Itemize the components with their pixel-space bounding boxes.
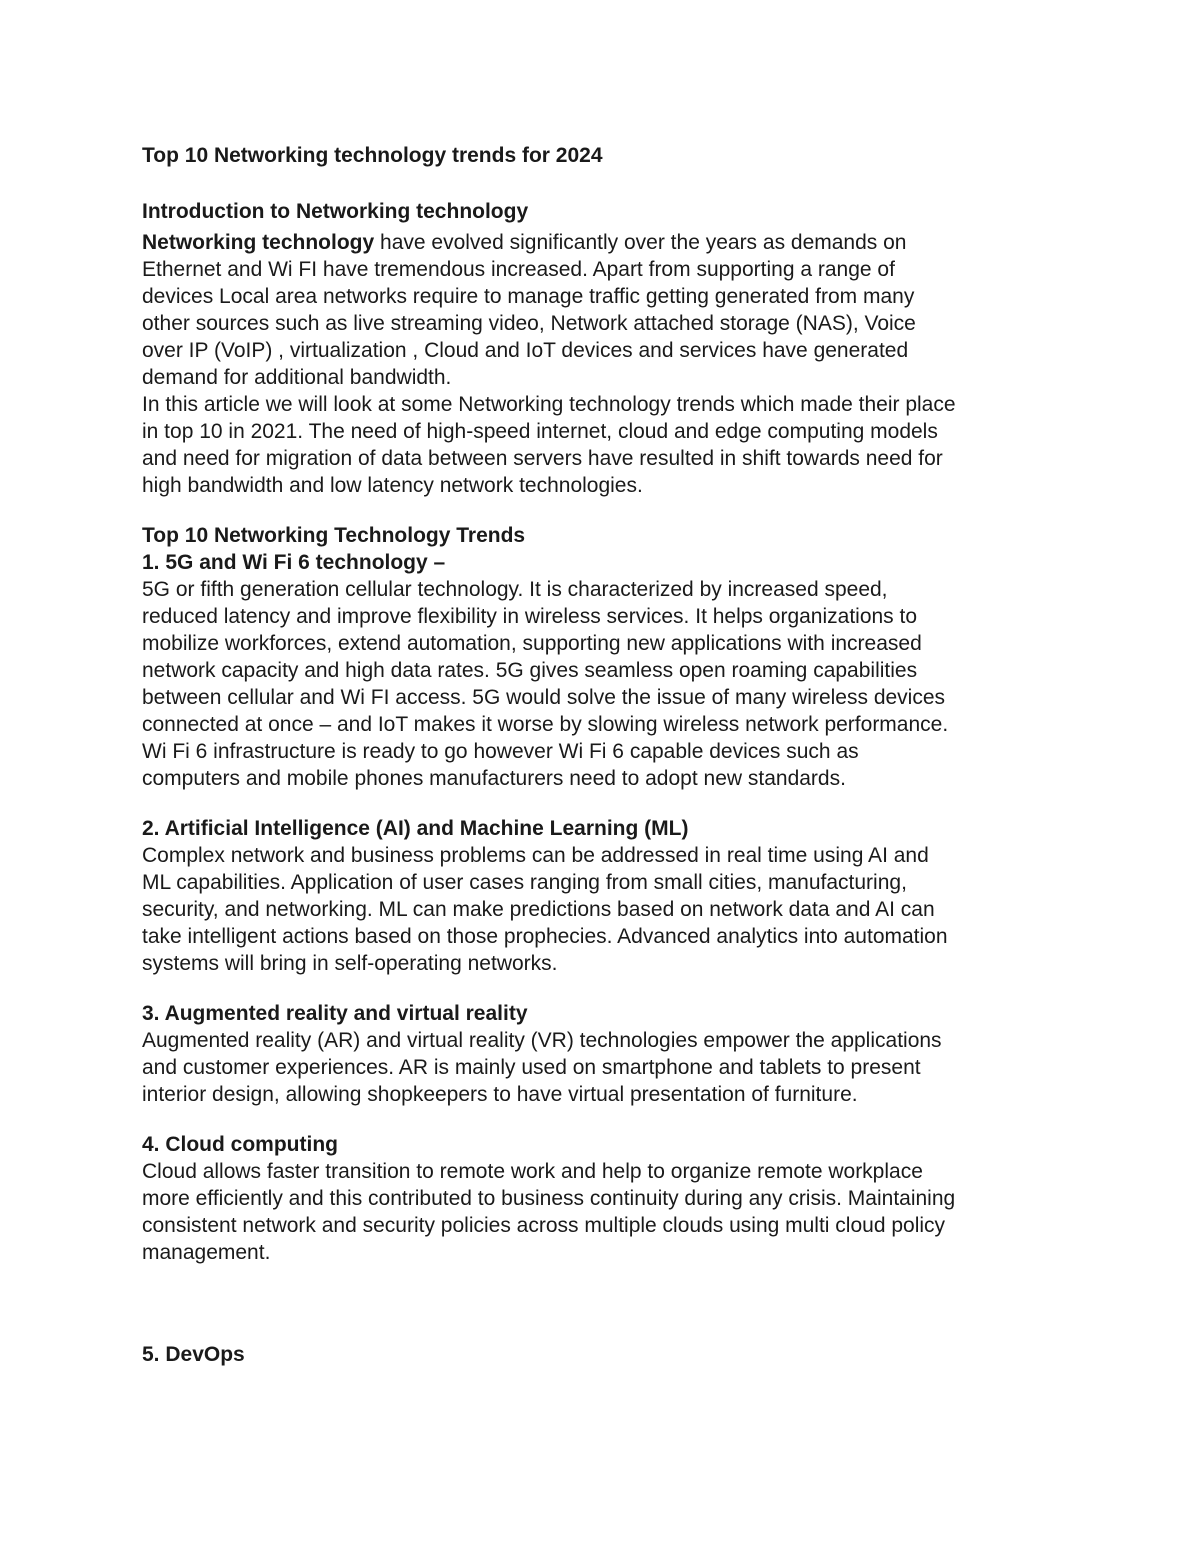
- section-4-heading: 4. Cloud computing: [142, 1133, 338, 1156]
- intro-lead-bold: Networking technology: [142, 231, 375, 254]
- trends-heading: Top 10 Networking Technology Trends: [142, 524, 526, 547]
- intro-paragraph-1-text: have evolved significantly over the years as demands on Ethernet and Wi FI have tremendous increased. Apart from supporting a range of devices Local area networks require to manage traffic getting generated from many other sources such as live streaming video, Network attached storage (NAS), Voice over IP (VoIP) , virtualization , Cloud and IoT devices and services have generated demand for additional bandwidth.: [142, 231, 916, 389]
- section-2-heading: 2. Artificial Intelligence (AI) and Machine Learning (ML): [142, 817, 689, 840]
- section-2-body: Complex network and business problems can be addressed in real time using AI and ML capabilities. Application of user cases ranging from small cities, manufacturing, security, and networking. ML can make predictions based on network data and AI can take intelligent actions based on those prophecies. Advanced analytics into automation systems will bring in self-operating networks.: [142, 844, 948, 975]
- section-3-heading: 3. Augmented reality and virtual reality: [142, 1002, 528, 1025]
- document-content: [142, 142, 1067, 1368]
- intro-paragraph-1: [142, 229, 1067, 391]
- intro-paragraph-2: In this article we will look at some Networking technology trends which made their place in top 10 in 2021. The need of high-speed internet, cloud and edge computing models and need for migration of data between servers have resulted in shift towards need for high bandwidth and low latency network technologies.: [142, 393, 956, 497]
- section-1-heading: 1. 5G and Wi Fi 6 technology –: [142, 551, 446, 574]
- spacer: [142, 977, 1067, 1000]
- section-4-body: Cloud allows faster transition to remote work and help to organize remote workplace more efficiently and this contributed to business continuity during any crisis. Maintaining consistent network and security policies across multiple clouds using multi cloud policy management.: [142, 1160, 956, 1264]
- spacer: [142, 1266, 1067, 1341]
- spacer: [142, 792, 1067, 815]
- section-3-body: Augmented reality (AR) and virtual reality (VR) technologies empower the applications and customer experiences. AR is mainly used on smartphone and tablets to present interior design, allowing shopkeepers to have virtual presentation of furniture.: [142, 1029, 942, 1106]
- spacer: [142, 499, 1067, 522]
- spacer: [142, 1108, 1067, 1131]
- intro-heading: Introduction to Networking technology: [142, 200, 529, 223]
- section-5-heading: 5. DevOps: [142, 1343, 245, 1366]
- document-title: Top 10 Networking technology trends for 2024: [142, 144, 603, 167]
- section-1-body: 5G or fifth generation cellular technology. It is characterized by increased speed, reduced latency and improve flexibility in wireless services. It helps organizations to mobilize workforces, extend automation, supporting new applications with increased network capacity and high data rates. 5G gives seamless open roaming capabilities between cellular and Wi FI access. 5G would solve the issue of many wireless devices connected at once – and IoT makes it worse by slowing wireless network performance. Wi Fi 6 infrastructure is ready to go however Wi Fi 6 capable devices such as computers and mobile phones manufacturers need to adopt new standards.: [142, 578, 949, 790]
